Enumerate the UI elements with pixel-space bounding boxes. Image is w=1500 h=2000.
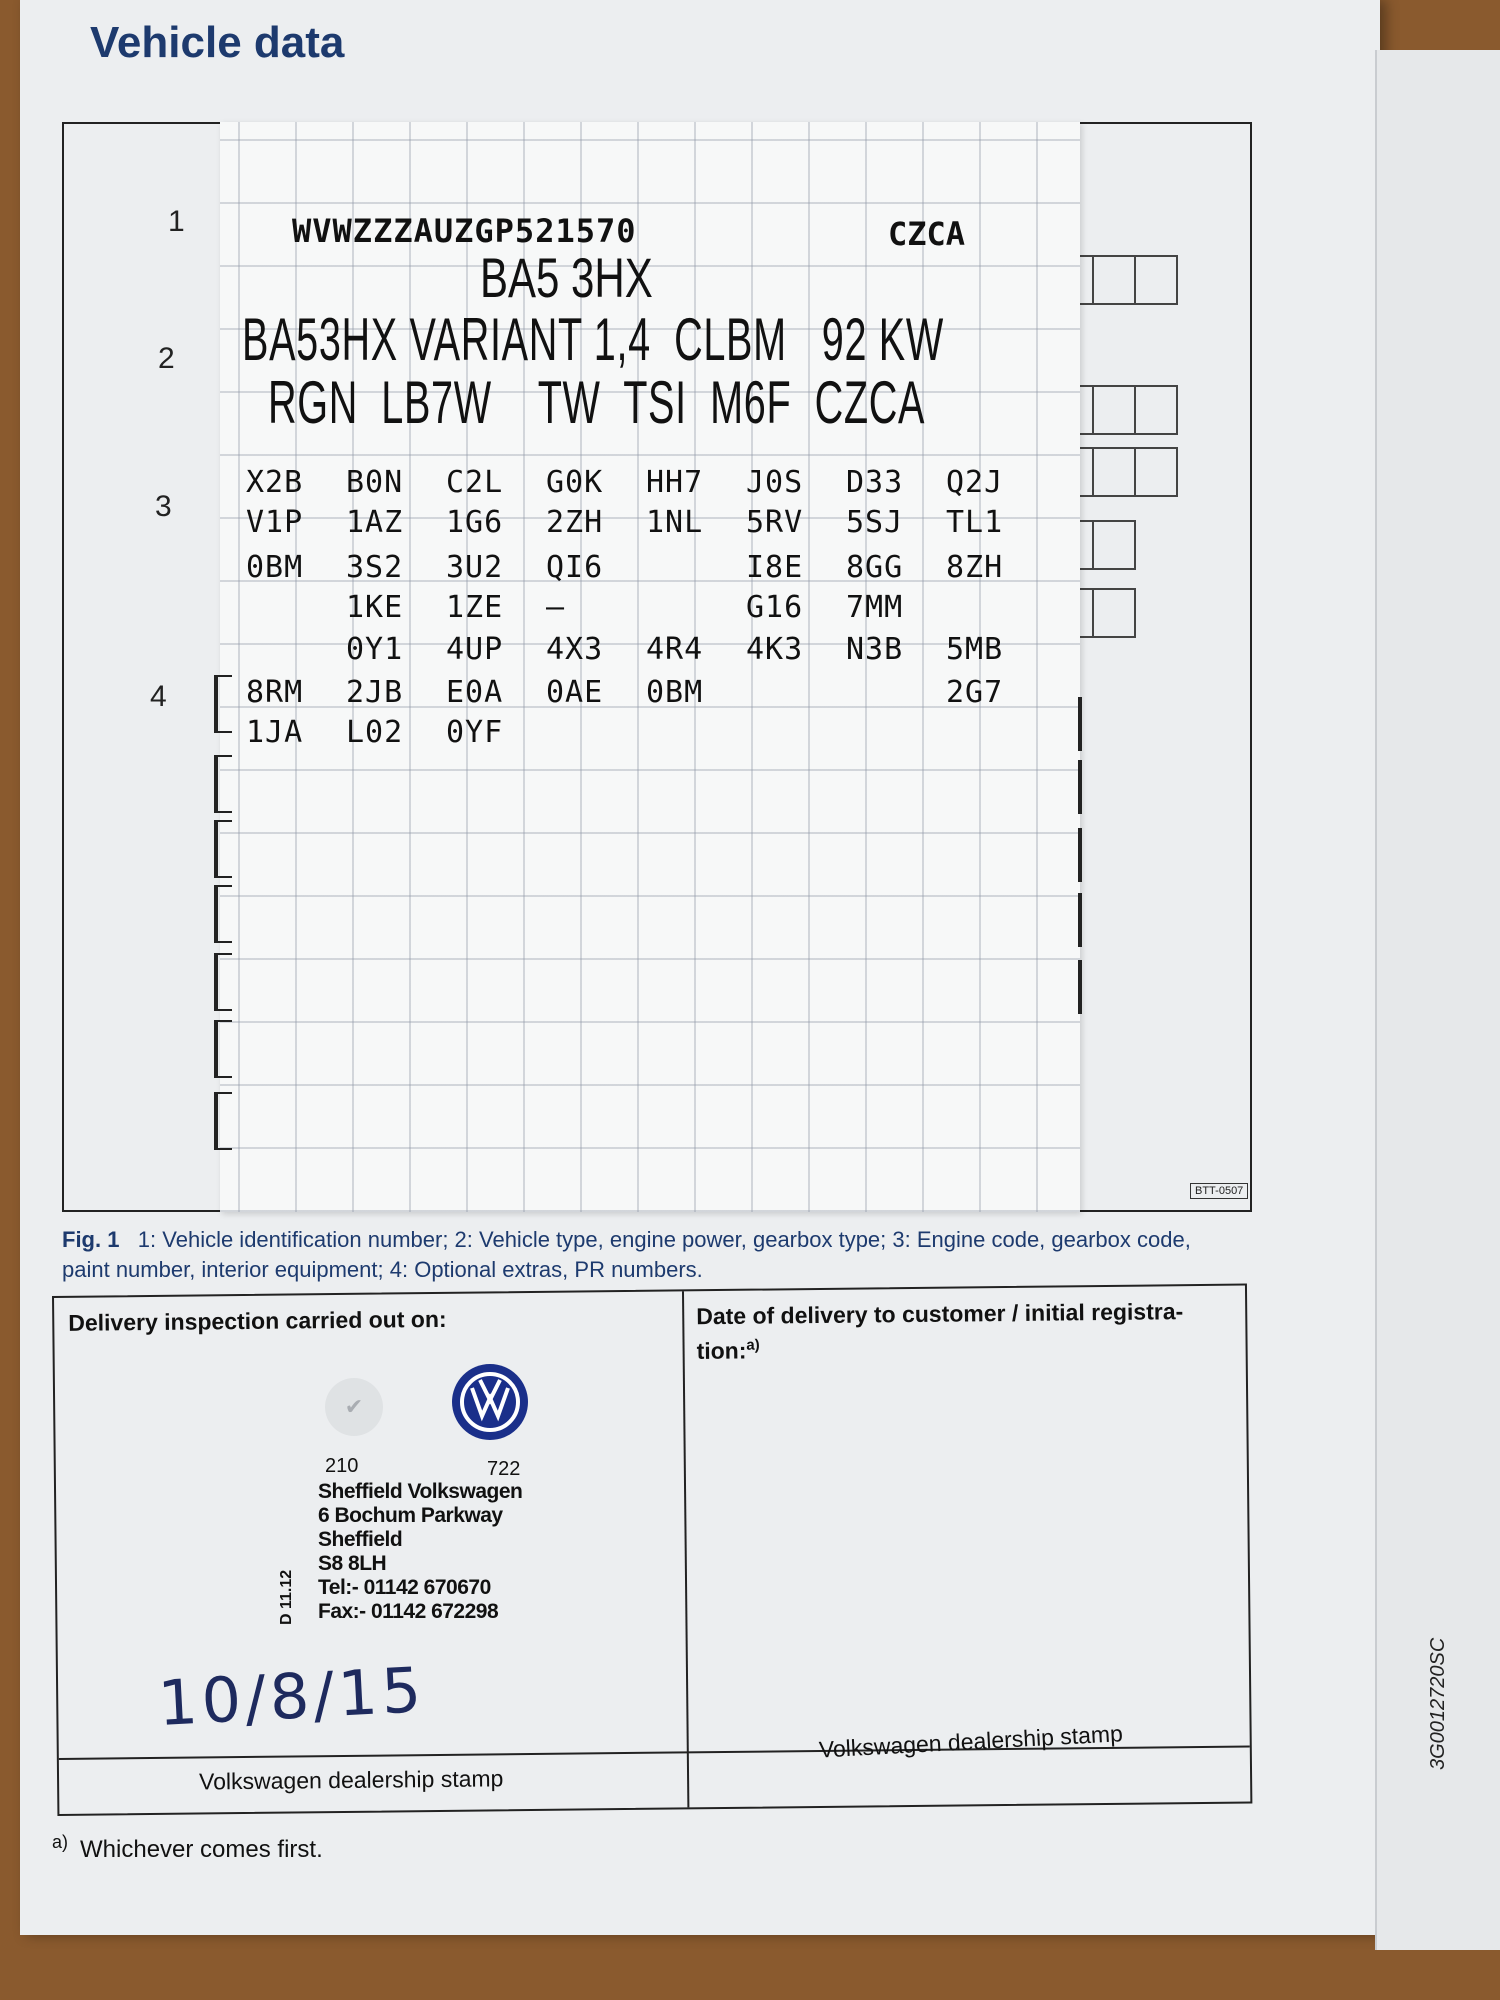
pr-code	[846, 675, 946, 710]
pr-code	[646, 590, 746, 625]
pr-code: 7MM	[846, 590, 904, 625]
handwritten-date: 10/8/15	[156, 1653, 427, 1740]
pr-code	[946, 590, 1046, 625]
stamp-side-text: D 11.12	[278, 1569, 295, 1625]
pr-code: 0Y1	[346, 632, 404, 667]
row-bracket	[1072, 893, 1082, 947]
row-bracket	[214, 820, 232, 878]
row-bracket	[214, 755, 232, 813]
pr-code-row	[246, 505, 1046, 540]
page-title: Vehicle data	[90, 18, 345, 67]
pr-code: N3B	[846, 632, 904, 667]
stamp-label-left: Volkswagen dealership stamp	[198, 1765, 504, 1795]
pr-code: J0S	[746, 465, 804, 500]
pr-code	[746, 675, 846, 710]
pr-code: 0AE	[546, 675, 604, 710]
pr-code: V1P	[246, 505, 304, 540]
pr-code	[846, 715, 946, 750]
pr-code: 2JB	[346, 675, 404, 710]
pr-code: 0YF	[446, 715, 504, 750]
pr-code: 0BM	[246, 550, 304, 585]
caption-label: Fig. 1	[62, 1227, 120, 1252]
figure-caption	[62, 1225, 1232, 1285]
row-bracket	[214, 953, 232, 1011]
pr-code: 1ZE	[446, 590, 504, 625]
vin-number: WVWZZZAUZGP521570	[292, 212, 637, 250]
pr-code-row	[246, 632, 1046, 667]
pr-code: 2G7	[946, 675, 1004, 710]
pr-code: B0N	[346, 465, 404, 500]
footnote-marker: a)	[52, 1832, 69, 1852]
pr-code: 1JA	[246, 715, 304, 750]
pr-code: 4K3	[746, 632, 804, 667]
delivery-date-header: Date of delivery to customer / initial registra-tion:$^{a)}$	[696, 1298, 1184, 1364]
pr-code: Q2J	[946, 465, 1004, 500]
pr-code-row	[246, 590, 1046, 625]
pr-code: E0A	[446, 675, 504, 710]
row-bracket	[214, 885, 232, 943]
pr-code-row	[246, 550, 1046, 585]
pr-code: 1NL	[646, 505, 704, 540]
pr-code-row	[246, 715, 1046, 750]
row-bracket	[214, 675, 232, 733]
pr-code: G0K	[546, 465, 604, 500]
pr-code: D33	[846, 465, 904, 500]
footnote-ref: a)	[746, 1336, 760, 1354]
row-bracket	[1072, 828, 1082, 882]
pr-code: L02	[346, 715, 404, 750]
pr-code: 8GG	[846, 550, 904, 585]
vw-logo	[452, 1364, 528, 1440]
row-bracket	[1072, 760, 1082, 814]
row-number-2: 2	[158, 342, 175, 375]
pr-code	[646, 550, 746, 585]
row-bracket	[1072, 960, 1082, 1014]
pr-code: 8RM	[246, 675, 304, 710]
pr-code: 4UP	[446, 632, 504, 667]
pr-code: QI6	[546, 550, 604, 585]
row-bracket	[214, 1092, 232, 1150]
pr-code: G16	[746, 590, 804, 625]
pr-code	[246, 632, 346, 667]
pr-code: 5MB	[946, 632, 1004, 667]
registration-number: BA5 3HX	[480, 246, 653, 309]
figure-ref-code: BTT-0507	[1190, 1183, 1248, 1199]
pr-code: TL1	[946, 505, 1004, 540]
pr-code: C2L	[446, 465, 504, 500]
pr-code: 8ZH	[946, 550, 1004, 585]
pr-code: 0BM	[646, 675, 704, 710]
pr-code: 3U2	[446, 550, 504, 585]
pr-code: 4X3	[546, 632, 604, 667]
pr-code: I8E	[746, 550, 804, 585]
pr-code: 2ZH	[546, 505, 604, 540]
row-number-1: 1	[168, 205, 185, 238]
document-code: 3G0012720SC	[1427, 1637, 1449, 1770]
dealer-stamp-address: Sheffield Volkswagen 6 Bochum Parkway Sheffield S8 8LH Tel:- 01142 670670 Fax:- 01142 672298	[318, 1480, 523, 1623]
dealer-number-right: 722	[487, 1458, 521, 1480]
pr-code	[546, 715, 646, 750]
pr-code: 4R4	[646, 632, 704, 667]
pr-code: 3S2	[346, 550, 404, 585]
pr-code	[746, 715, 846, 750]
pr-code	[946, 715, 1046, 750]
pr-code	[646, 715, 746, 750]
pr-code	[246, 590, 346, 625]
pr-code: 1KE	[346, 590, 404, 625]
table-divider	[682, 1291, 689, 1807]
pr-code: 1AZ	[346, 505, 404, 540]
facing-page	[1375, 50, 1500, 1950]
pr-code: HH7	[646, 465, 704, 500]
footnote	[52, 1832, 323, 1864]
row-bracket	[214, 1020, 232, 1078]
row-number-3: 3	[155, 490, 172, 523]
pr-code: 1G6	[446, 505, 504, 540]
footnote-text: Whichever comes first.	[80, 1836, 323, 1863]
vw-faint-logo: ✔	[325, 1378, 383, 1436]
pr-code-row	[246, 465, 1046, 500]
dealer-number-left: 210	[325, 1455, 359, 1477]
inspection-header: Delivery inspection carried out on:	[68, 1305, 447, 1336]
pr-code: 5RV	[746, 505, 804, 540]
pr-code: 5SJ	[846, 505, 904, 540]
caption-text: 1: Vehicle identification number; 2: Vehicle type, engine power, gearbox type; 3: Engine code, gearbox code, paint number, interior equipment; 4: Optional extras, PR numbers.	[62, 1227, 1191, 1282]
row-number-4: 4	[150, 680, 167, 713]
vehicle-type-line-2: RGN LB7W TW TSI M6F CZCA	[268, 369, 926, 436]
vin-engine-code: CZCA	[888, 215, 966, 253]
vehicle-type-line-1: BA53HX VARIANT 1,4 CLBM 92 KW	[242, 306, 944, 373]
pr-code-row	[246, 675, 1046, 710]
row-bracket	[1072, 697, 1082, 751]
pr-code: X2B	[246, 465, 304, 500]
pr-code: –	[546, 590, 566, 625]
stamp-label-right: Volkswagen dealership stamp	[818, 1720, 1124, 1763]
